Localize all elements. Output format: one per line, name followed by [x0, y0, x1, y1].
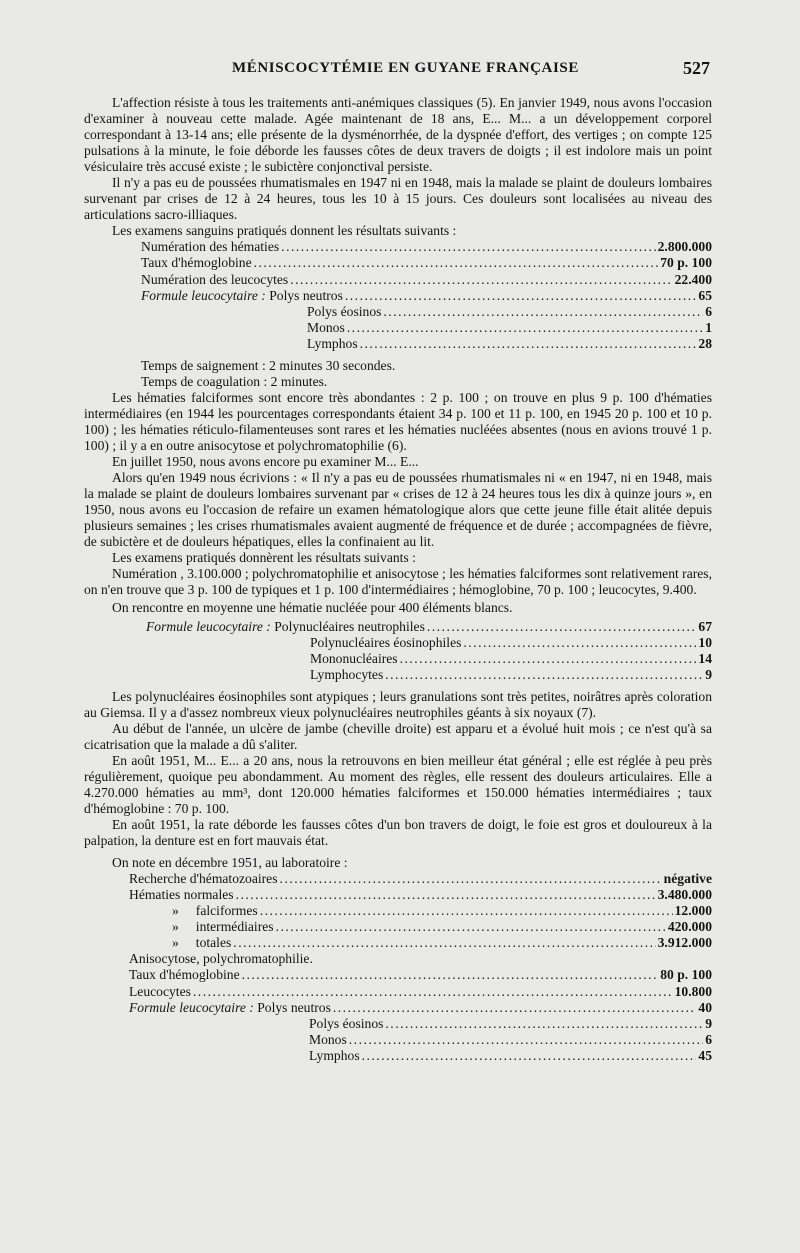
paragraph: Numération , 3.100.000 ; polychromatophilie et anisocytose ; les hématies falciformes sont relativement rares, on n'en trouve que 3 p. 100 de typiques et 1 p. 100 d'intermédiaires ; hémoglobine, 70 p. 100 ; leucocytes, 9.400.: [84, 566, 712, 598]
paragraph: Les examens sanguins pratiqués donnent les résultats suivants :: [112, 223, 457, 239]
table-row: Polys éosinos ..... 6: [84, 304, 712, 320]
paragraph: En août 1951, la rate déborde les fausses côtes d'un bon travers de doigt, le foie est gros et douloureux à la palpation, la denture est en fort mauvais état.: [84, 817, 712, 849]
paragraph: Il n'y a pas eu de poussées rhumatismales en 1947 ni en 1948, mais la malade se plaint de douleurs lombaires survenant par crises de 12 à 24 heures, tous les 10 à 15 jours. Ces douleurs sont localisées au niveau des articulations sacro-illiaques.: [84, 175, 712, 223]
paragraph: On note en décembre 1951, au laboratoire :: [112, 855, 348, 871]
table-row: Formule leucocytaire : Polynucléaires neutrophiles ..... 67: [84, 619, 712, 635]
formula-label: Formule leucocytaire :: [141, 287, 266, 303]
table-row: Monos ..... 1: [84, 320, 712, 336]
blood-results-1949: [84, 239, 712, 351]
paragraph: L'affection résiste à tous les traitements anti-anémiques classiques (5). En janvier 1949, nous avons l'occasion d'examiner à nouveau cette malade. Agée maintenant de 18 ans, E... M... a un développement corporel correspondant à 13-14 ans; elle présente de la dysménorrhée, de la dyspnée d'effort, des vertiges ; on compte 125 pulsations à la minute, le foie déborde les fausses côtes de deux travers de doigts ; il est indolore mais un point vésiculaire très accusé existe ; le subictère conjonctival persiste.: [84, 95, 712, 175]
paragraph: Les polynucléaires éosinophiles sont atypiques ; leurs granulations sont très petites, noirâtres après coloration au Giemsa. Il y a d'assez nombreux vieux polynucléaires neutrophiles géants à six noyaux (7).: [84, 688, 712, 720]
paragraph: Au début de l'année, un ulcère de jambe (cheville droite) est apparu et a évolué huit mois ; ce n'est qu'à sa cicatrisation que la malade a dû s'aliter.: [84, 720, 712, 752]
table-row: » intermédiaires ..... 420.000: [84, 919, 712, 935]
table-row: Anisocytose, polychromatophilie.: [129, 951, 313, 967]
running-title: MÉNISCOCYTÉMIE EN GUYANE FRANÇAISE: [232, 60, 579, 76]
table-row: » totales ..... 3.912.000: [84, 935, 712, 951]
table-row: Numération des leucocytes ..... 22.400: [84, 272, 712, 288]
paragraph: Les hématies falciformes sont encore très abondantes : 2 p. 100 ; on trouve en plus 9 p. 100 d'hématies intermédiaires (en 1944 les pourcentages correspondants étaient 34 p. 100 et 11 p. 100, en 1945 20 p. 100 et 10 p. 100) ; les hématies réticulo-filamenteuses sont rares et les hématies nucléées absentes (nous en avions trouvé 1 p. 100) ; il y a en outre anisocytose et polychromatophilie (6).: [84, 389, 712, 453]
table-row: Lymphocytes ..... 9: [84, 667, 712, 683]
table-row: Numération des hématies ..... 2.800.000: [84, 239, 712, 255]
formula-label: Formule leucocytaire :: [146, 618, 271, 634]
table-row: » falciformes ..... 12.000: [84, 903, 712, 919]
paragraph: En juillet 1950, nous avons encore pu examiner M... E...: [112, 454, 419, 470]
table-row: Leucocytes ..... 10.800: [84, 984, 712, 1000]
paragraph: On rencontre en moyenne une hématie nucléée pour 400 éléments blancs.: [112, 600, 513, 616]
leukocyte-formula-1950: [84, 619, 712, 683]
table-row: Hématies normales ..... 3.480.000: [84, 887, 712, 903]
table-row: Lymphos ..... 28: [84, 336, 712, 352]
ditto-mark: »: [172, 919, 179, 935]
paragraph: Alors qu'en 1949 nous écrivions : « Il n'y a pas eu de poussées rhumatismales ni « en 1947, ni en 1948, mais la malade se plaint de douleurs lombaires survenant par « crises de 12 à 24 heures tous les dix à quinze jours », en 1950, nous avons eu l'occasion de refaire un examen hématologique alors que cette jeune fille était alitée depuis plusieurs semaines ; les crises rhumatismales avaient augmenté de fréquence et de durée ; accompagnées de fièvre, de subictère et de douleurs hépatiques, elles la confinaient au lit.: [84, 470, 712, 550]
page-header: [0, 58, 800, 82]
table-row: Formule leucocytaire : Polys neutros ..... 65: [84, 288, 712, 304]
ditto-mark: »: [172, 935, 179, 951]
ditto-mark: »: [172, 903, 179, 919]
bleeding-time: Temps de saignement : 2 minutes 30 secondes.: [141, 357, 396, 373]
paragraph: En août 1951, M... E... a 20 ans, nous la retrouvons en bien meilleur état général ; elle est réglée à peu près régulièrement, quoique peu abondamment. Au moment des règles, elle ressent des douleurs articulaires. Elle a 4.270.000 hématies au mm³, dont 120.000 hématies falciformes et 150.000 hématies intermédiaires ; taux d'hémoglobine : 70 p. 100.: [84, 752, 712, 817]
table-row: Polys éosinos ..... 9: [84, 1016, 712, 1032]
table-row: Mononucléaires ..... 14: [84, 651, 712, 667]
table-row: Recherche d'hématozoaires ..... négative: [84, 871, 712, 887]
table-row: Polynucléaires éosinophiles ..... 10: [84, 635, 712, 651]
paragraph: Les examens pratiqués donnèrent les résultats suivants :: [112, 550, 416, 566]
table-row: Lymphos ..... 45: [84, 1048, 712, 1064]
coagulation-time: Temps de coagulation : 2 minutes.: [141, 373, 328, 389]
table-row: Taux d'hémoglobine ..... 70 p. 100: [84, 255, 712, 271]
table-row: Formule leucocytaire : Polys neutros ..... 40: [84, 1000, 712, 1016]
article-body: [84, 95, 712, 1064]
table-row: Monos ..... 6: [84, 1032, 712, 1048]
formula-label: Formule leucocytaire :: [129, 999, 254, 1015]
lab-results-dec-1951: [84, 871, 712, 1064]
table-row: Taux d'hémoglobine ..... 80 p. 100: [84, 967, 712, 983]
page-number: 527: [683, 58, 710, 78]
